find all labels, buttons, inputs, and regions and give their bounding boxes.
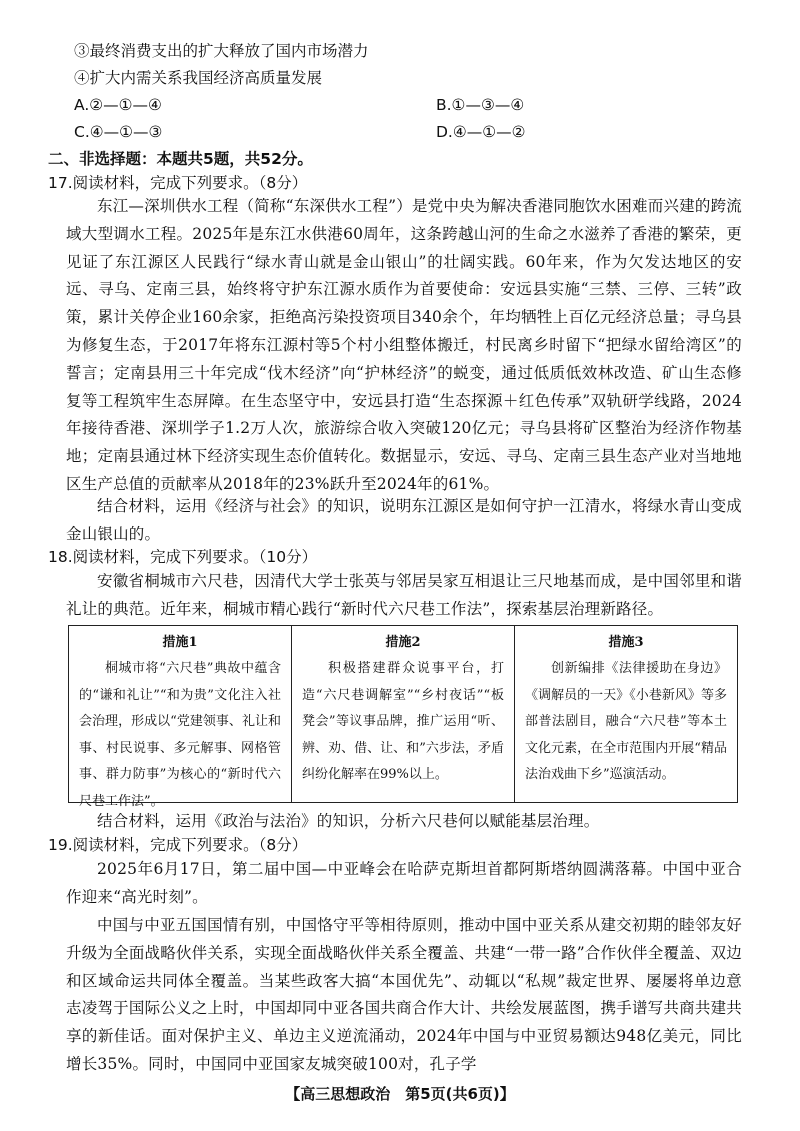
measure-cell-2 [292, 626, 515, 803]
section-2-header: 二、非选择题：本题共5题，共52分。 [48, 150, 313, 168]
measure-cell-3 [515, 626, 738, 803]
choice-d: D.④—①—② [436, 123, 526, 141]
measure-3-title: 措施3 [608, 635, 644, 650]
q19-paragraph-1: 2025年6月17日，第二届中国—中亚峰会在哈萨克斯坦首都阿斯塔纳圆满落幕。中国中亚合作迎来“高光时刻”。 [66, 860, 742, 906]
measure-1-title: 措施1 [162, 635, 198, 650]
measure-3-text: 创新编排《法律援助在身边》《调解员的一天》《小巷新风》等多部普法剧目，融合“六尺巷”等本土文化元素，在全市范围内开展“精品法治戏曲下乡”巡演活动。 [525, 661, 727, 782]
measure-2-text: 积极搭建群众说事平台，打造“六尺巷调解室”“乡村夜话”“板凳会”等议事品牌，推广运用“听、辨、劝、借、让、和”六步法，矛盾纠纷化解率在99%以上。 [302, 661, 504, 782]
choice-b: B.①—③—④ [436, 96, 525, 114]
measure-2-title: 措施2 [385, 635, 421, 650]
q19-header: 19.阅读材料，完成下列要求。（8分） [48, 836, 308, 854]
page-footer: 【高三思想政治 第5页(共6页)】 [285, 1085, 515, 1103]
option-statement-3: ③最终消费支出的扩大释放了国内市场潜力 [74, 42, 369, 60]
q17-task: 结合材料，运用《经济与社会》的知识，说明东江源区是如何守护一江清水，将绿水青山变成金山银山的。 [66, 497, 742, 543]
q18-task: 结合材料，运用《政治与法治》的知识，分析六尺巷何以赋能基层治理。 [97, 812, 600, 830]
q19-paragraph-2: 中国与中亚五国国情有别，中国恪守平等相待原则，推动中国中亚关系从建交初期的睦邻友好升级为全面战略伙伴关系，实现全面战略伙伴关系全覆盖、共建“一带一路”合作伙伴全覆盖、双边和区域命运共同体全覆盖。当某些政客大搞“本国优先”、动辄以“私规”裁定世界、屡屡将单边意志凌驾于国际公义之上时，中国却同中亚各国共商合作大计、共绘发展蓝图，携手谱写共商共建共享的新佳话。面对保护主义、单边主义逆流涌动，2024年中国与中亚贸易额达948亿美元，同比增长35%。同时，中国同中亚国家友城突破100对，孔子学 [66, 916, 742, 1073]
option-statement-4: ④扩大内需关系我国经济高质量发展 [74, 69, 323, 87]
q18-material: 安徽省桐城市六尺巷，因清代大学士张英与邻居吴家互相退让三尺地基而成，是中国邻里和谐礼让的典范。近年来，桐城市精心践行“新时代六尺巷工作法”，探索基层治理新路径。 [66, 572, 742, 618]
q18-header: 18.阅读材料，完成下列要求。（10分） [48, 548, 318, 566]
measure-1-text: 桐城市将“六尺巷”典故中蕴含的“谦和礼让”“和为贵”文化注入社会治理，形成以“党建领事、礼让和事、村民说事、多元解事、网格管事、群力防事”为核心的“新时代六尺巷工作法”。 [79, 661, 281, 809]
choice-a: A.②—①—④ [74, 96, 162, 114]
q17-material: 东江—深圳供水工程（简称“东深供水工程”）是党中央为解决香港同胞饮水困难而兴建的跨流域大型调水工程。2025年是东江水供港60周年，这条跨越山河的生命之水滋养了香港的繁荣，更见证了东江源区人民践行“绿水青山就是金山银山”的壮阔实践。60年来，作为欠发达地区的安远、寻乌、定南三县，始终将守护东江源水质作为首要使命：安远县实施“三禁、三停、三转”政策，累计关停企业160余家，拒绝高污染投资项目340余个，年均牺牲上百亿元经济总量；寻乌县为修复生态，于2017年将东江源村等5个村小组整体搬迁，村民离乡时留下“把绿水留给湾区”的誓言；定南县用三十年完成“伐木经济”向“护林经济”的蜕变，通过低质低效林改造、矿山生态修复等工程筑牢生态屏障。在生态坚守中，安远县打造“生态探源＋红色传承”双轨研学线路，2024年接待香港、深圳学子1.2万人次，旅游综合收入突破120亿元；寻乌县将矿区整治为经济作物基地；定南县通过林下经济实现生态价值转化。数据显示，安远、寻乌、定南三县生态产业对当地地区生产总值的贡献率从2018年的23%跃升至2024年的61%。 [66, 197, 742, 493]
measure-cell-1 [69, 626, 292, 809]
q17-header: 17.阅读材料，完成下列要求。（8分） [48, 174, 308, 192]
measures-table [68, 625, 738, 809]
choice-c: C.④—①—③ [74, 123, 163, 141]
